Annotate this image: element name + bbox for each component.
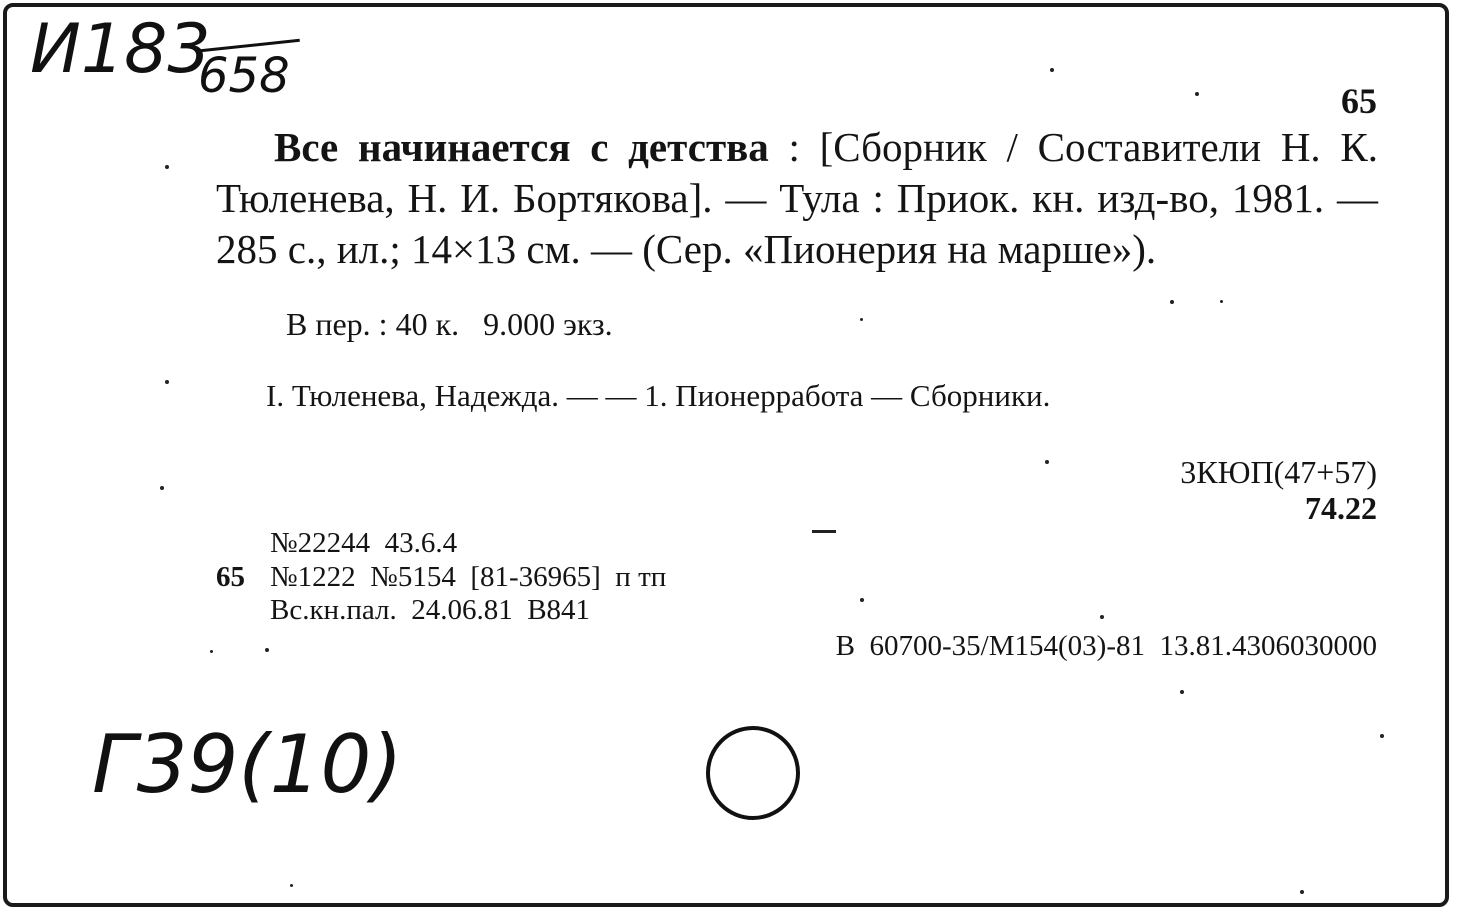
scan-speck [1100,615,1104,619]
scan-speck [1195,92,1199,96]
handwritten-call-number: И183 [30,10,211,89]
scan-speck [860,318,863,321]
scan-speck [165,165,169,169]
classification-udc: 74.22 [1305,490,1377,526]
scan-speck [1180,690,1184,694]
scan-dash [812,530,836,533]
scan-speck [1050,68,1054,72]
scan-speck [210,650,213,653]
scan-speck [860,598,864,602]
scan-speck [290,884,293,887]
tracing-line: I. Тюленева, Надежда. — — 1. Пионерработа — Сборники. [266,378,1051,413]
entry-title: Все начинается с детства [274,124,769,170]
price-and-print-run: В пер. : 40 к. 9.000 экз. [286,306,613,342]
imprint-line-1: №22244 43.6.4 [270,527,458,559]
scan-speck [265,648,269,652]
handwritten-fraction-number: 658 [198,48,290,104]
imprint-card-number: 65 [216,561,245,593]
scan-speck [1170,300,1174,304]
handwritten-shelf-code: Г39(10) [92,718,403,811]
bibliographic-description [216,122,1378,275]
imprint-line-3: Вс.кн.пал. 24.06.81 В841 [270,594,591,626]
entry-description: : [Сборник / Составители Н. К. Тюленева, Н. И. Бортякова]. — Тула : Приок. кн. изд-во, 1981. — 285 с., ил.; 14×13 см. — (Сер. «Пионерия на марше»). [216,124,1378,272]
scan-speck [165,380,169,384]
scan-speck [1220,300,1223,303]
imprint-line-4: В 60700-35/М154(03)-81 13.81.4306030000 [835,630,1377,662]
scan-speck [1380,734,1384,738]
imprint-line-2: №1222 №5154 [81-36965] п тп [270,561,667,593]
card-punch-hole [706,726,800,820]
scan-speck [1300,890,1304,894]
card-number: 65 [1341,81,1377,121]
classification-index: 3КЮП(47+57) [1180,454,1377,490]
scan-speck [160,486,164,490]
scan-speck [1045,460,1049,464]
